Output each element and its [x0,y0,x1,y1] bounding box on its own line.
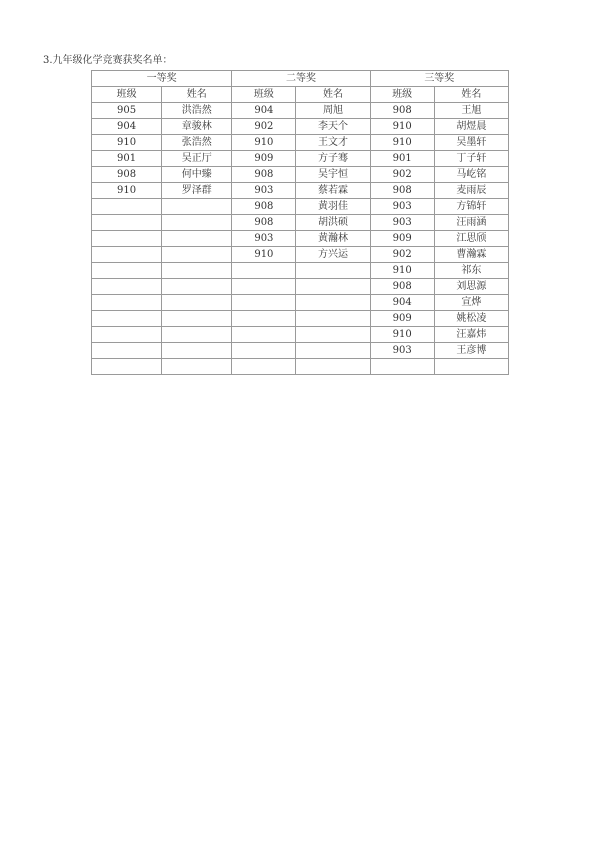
class-cell: 904 [232,103,296,119]
class-cell [232,263,296,279]
name-cell: 王旭 [434,103,508,119]
name-cell: 麦雨辰 [434,183,508,199]
table-row [92,279,509,295]
table-row [92,247,509,263]
class-cell: 908 [370,103,434,119]
name-cell: 李天个 [296,119,370,135]
name-column-header: 姓名 [162,87,232,103]
class-cell: 910 [232,135,296,151]
class-cell [92,279,162,295]
class-cell: 903 [232,231,296,247]
table-row [92,311,509,327]
name-cell: 方子骞 [296,151,370,167]
class-cell [92,215,162,231]
class-cell: 902 [370,167,434,183]
table-row [92,183,509,199]
name-cell [296,359,370,375]
name-cell [296,311,370,327]
class-cell: 908 [370,279,434,295]
name-cell [296,279,370,295]
class-cell: 910 [232,247,296,263]
class-cell [92,199,162,215]
class-cell [92,231,162,247]
name-cell: 宣烨 [434,295,508,311]
name-cell [296,327,370,343]
column-header-row [92,87,509,103]
name-cell [162,215,232,231]
table-row [92,215,509,231]
class-cell: 908 [232,215,296,231]
class-cell: 903 [370,215,434,231]
class-cell: 910 [370,135,434,151]
name-cell: 曹瀚霖 [434,247,508,263]
class-cell: 902 [232,119,296,135]
name-cell [162,359,232,375]
table-row [92,151,509,167]
class-cell: 905 [92,103,162,119]
class-cell: 904 [92,119,162,135]
class-cell [232,295,296,311]
name-cell: 王彦博 [434,343,508,359]
name-cell: 周旭 [296,103,370,119]
name-cell [162,263,232,279]
name-cell [162,343,232,359]
class-cell: 903 [370,343,434,359]
name-cell: 吴宇恒 [296,167,370,183]
name-cell [296,263,370,279]
name-cell: 方兴运 [296,247,370,263]
name-cell [162,247,232,263]
class-cell: 908 [370,183,434,199]
name-cell: 汪嘉炜 [434,327,508,343]
class-cell: 910 [370,327,434,343]
class-cell [232,311,296,327]
table-row [92,263,509,279]
class-cell [92,263,162,279]
class-cell: 908 [92,167,162,183]
name-cell: 张浩然 [162,135,232,151]
name-cell [296,343,370,359]
first-prize-header: 一等奖 [92,71,232,87]
class-cell [92,327,162,343]
table-row [92,359,509,375]
class-cell [92,311,162,327]
name-cell: 章骏林 [162,119,232,135]
class-cell: 910 [370,119,434,135]
class-cell: 909 [370,311,434,327]
name-cell: 方锦轩 [434,199,508,215]
class-cell: 908 [232,199,296,215]
name-cell [434,359,508,375]
table-row [92,343,509,359]
class-cell: 909 [232,151,296,167]
table-row [92,231,509,247]
name-column-header: 姓名 [296,87,370,103]
name-cell [296,295,370,311]
class-cell [370,359,434,375]
class-cell: 910 [92,183,162,199]
name-cell: 罗泽群 [162,183,232,199]
class-cell [92,359,162,375]
class-cell: 901 [370,151,434,167]
class-cell: 910 [92,135,162,151]
class-cell [92,295,162,311]
name-column-header: 姓名 [434,87,508,103]
name-cell: 黄瀚林 [296,231,370,247]
second-prize-header: 二等奖 [232,71,370,87]
class-cell: 910 [370,263,434,279]
class-column-header: 班级 [92,87,162,103]
name-cell: 蔡若霖 [296,183,370,199]
name-cell: 丁子轩 [434,151,508,167]
table-row [92,135,509,151]
table-row [92,167,509,183]
table-row [92,295,509,311]
class-cell: 901 [92,151,162,167]
class-cell: 903 [370,199,434,215]
name-cell [162,279,232,295]
class-cell [232,279,296,295]
name-cell: 刘思源 [434,279,508,295]
name-cell: 吴墨轩 [434,135,508,151]
class-cell [232,343,296,359]
table-row [92,199,509,215]
name-cell: 何中臻 [162,167,232,183]
table-row [92,103,509,119]
name-cell: 洪浩然 [162,103,232,119]
class-cell: 908 [232,167,296,183]
name-cell: 姚松凌 [434,311,508,327]
class-cell [232,359,296,375]
name-cell: 王文才 [296,135,370,151]
table-row [92,327,509,343]
class-cell [92,247,162,263]
name-cell [162,295,232,311]
class-cell: 902 [370,247,434,263]
class-cell [92,343,162,359]
name-cell: 胡洪硕 [296,215,370,231]
class-column-header: 班级 [370,87,434,103]
class-cell: 904 [370,295,434,311]
awards-table [91,70,509,375]
name-cell: 江思颀 [434,231,508,247]
name-cell [162,199,232,215]
name-cell: 黄羽佳 [296,199,370,215]
prize-header-row [92,71,509,87]
name-cell: 马屹铭 [434,167,508,183]
award-rows [92,103,509,375]
class-cell [232,327,296,343]
name-cell [162,327,232,343]
name-cell [162,311,232,327]
third-prize-header: 三等奖 [370,71,508,87]
class-cell: 903 [232,183,296,199]
name-cell: 胡煜晨 [434,119,508,135]
class-cell: 909 [370,231,434,247]
name-cell [162,231,232,247]
name-cell: 吴正厅 [162,151,232,167]
table-row [92,119,509,135]
name-cell: 汪雨涵 [434,215,508,231]
name-cell: 祁东 [434,263,508,279]
class-column-header: 班级 [232,87,296,103]
document-title: 3.九年级化学竞赛获奖名单： [43,55,173,66]
